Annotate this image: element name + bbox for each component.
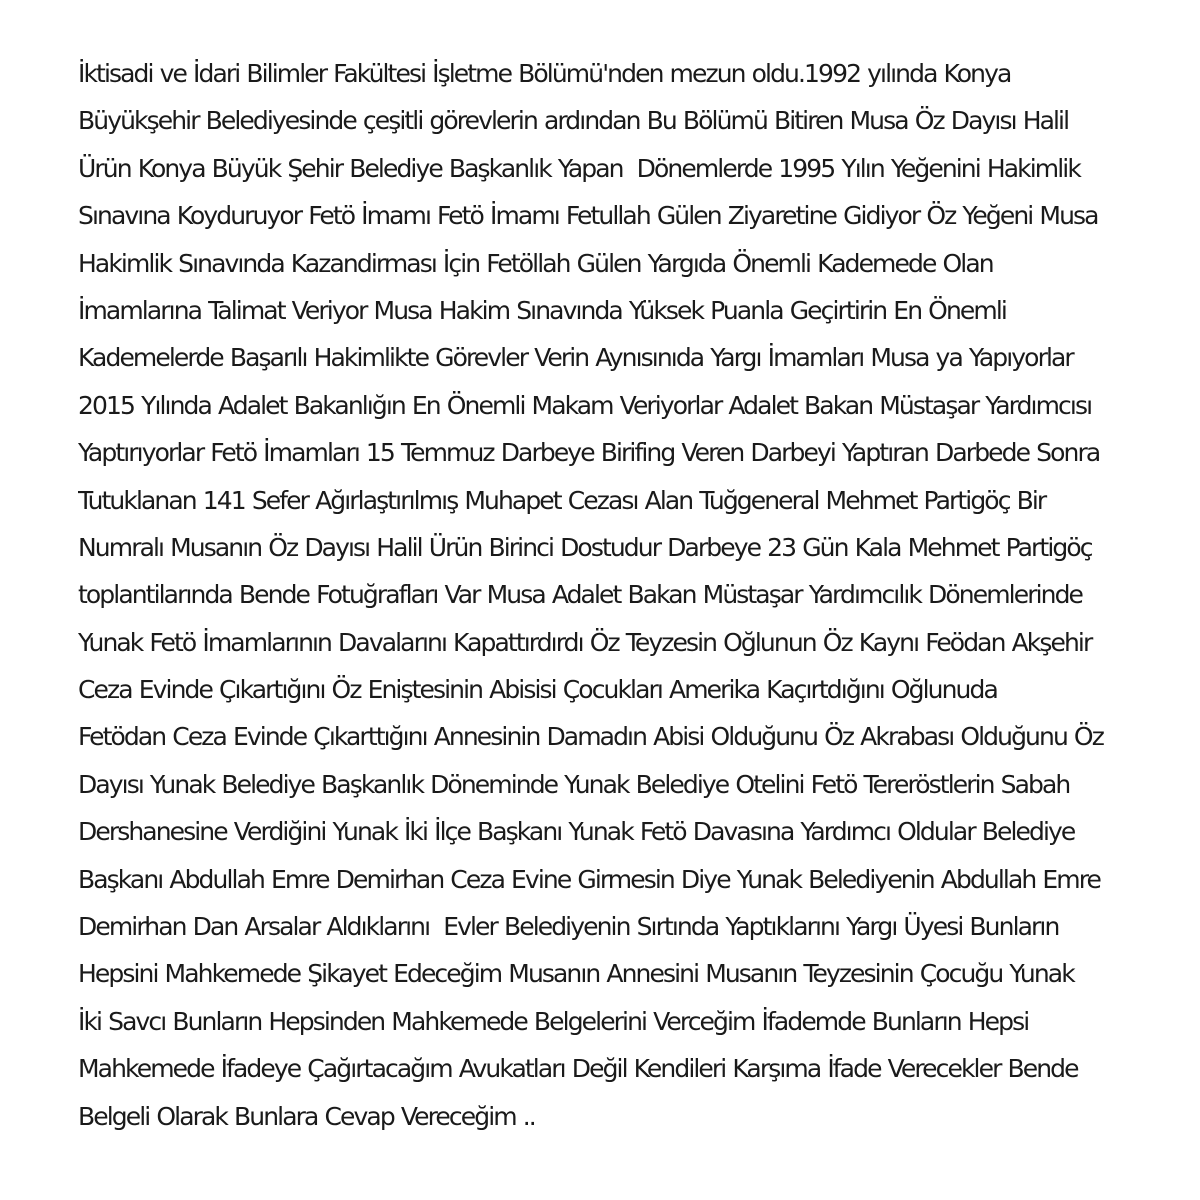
- text-line-9: Yaptırıyorlar Fetö İmamları 15 Temmuz Darbeye Birifing Veren Darbeyi Yaptıran Darbede Sonra: [78, 438, 1100, 468]
- text-line-19: Demirhan Dan Arsalar Aldıklarını Evler Belediyenin Sırtında Yaptıklarını Yargı Üyesi Bunların: [78, 912, 1059, 942]
- text-line-16: Dayısı Yunak Belediye Başkanlık Döneminde Yunak Belediye Otelini Fetö Tereröstlerin Sabah: [78, 769, 1070, 799]
- text-line-6: İmamlarına Talimat Veriyor Musa Hakim Sınavında Yüksek Puanla Geçirtirin En Önemli: [78, 295, 1006, 325]
- text-line-4: Sınavına Koyduruyor Fetö İmamı Fetö İmamı Fetullah Gülen Ziyaretine Gidiyor Öz Yeğeni Musa: [78, 201, 1098, 231]
- text-line-13: Yunak Fetö İmamlarının Davalarını Kapattırdırdı Öz Teyzesin Oğlunun Öz Kaynı Feödan Akşehir: [78, 627, 1092, 657]
- text-line-3: Ürün Konya Büyük Şehir Belediye Başkanlık Yapan Dönemlerde 1995 Yılın Yeğenini Hakimlik: [78, 153, 1080, 183]
- text-line-12: toplantilarında Bende Fotuğrafları Var Musa Adalet Bakan Müstaşar Yardımcılık Dönemlerinde: [78, 580, 1083, 610]
- text-line-1: İktisadi ve İdari Bilimler Fakültesi İşletme Bölümü'nden mezun oldu.1992 yılında Konya: [78, 59, 1011, 88]
- text-line-18: Başkanı Abdullah Emre Demirhan Ceza Evine Girmesin Diye Yunak Belediyenin Abdullah Emre: [78, 864, 1101, 894]
- text-line-10: Tutuklanan 141 Sefer Ağırlaştırılmış Muhapet Cezası Alan Tuğgeneral Mehmet Partigöç Bir: [78, 485, 1046, 515]
- text-line-20: Hepsini Mahkemede Şikayet Edeceğim Musanın Annesini Musanın Teyzesinin Çocuğu Yunak: [78, 959, 1074, 989]
- text-line-7: Kademelerde Başarılı Hakimlikte Görevler Verin Aynısınıda Yargı İmamları Musa ya Yapıyorlar: [78, 343, 1073, 373]
- text-line-22: Mahkemede İfadeye Çağırtacağım Avukatları Değil Kendileri Karşıma İfade Verecekler Bende: [78, 1054, 1078, 1084]
- text-line-17: Dershanesine Verdiğini Yunak İki İlçe Başkanı Yunak Fetö Davasına Yardımcı Oldular Belediye: [78, 817, 1075, 847]
- body-text: [78, 50, 1188, 1140]
- text-line-14: Ceza Evinde Çıkartığını Öz Eniştesinin Abisisi Çocukları Amerika Kaçırtdığını Oğlunuda: [78, 675, 997, 705]
- text-line-2: Büyükşehir Belediyesinde çeşitli görevlerin ardından Bu Bölümü Bitiren Musa Öz Dayısı Halil: [78, 106, 1069, 136]
- text-line-21: İki Savcı Bunların Hepsinden Mahkemede Belgelerini Verceğim İfademde Bunların Hepsi: [78, 1006, 1029, 1036]
- text-line-23: Belgeli Olarak Bunlara Cevap Vereceğim ..: [78, 1101, 535, 1131]
- text-line-8: 2015 Yılında Adalet Bakanlığın En Önemli Makam Veriyorlar Adalet Bakan Müstaşar Yardımcısı: [78, 390, 1092, 420]
- text-line-5: Hakimlik Sınavında Kazandirması İçin Fetöllah Gülen Yargıda Önemli Kademede Olan: [78, 248, 993, 278]
- text-line-15: Fetödan Ceza Evinde Çıkarttığını Annesinin Damadın Abisi Olduğunu Öz Akrabası Olduğunu Öz: [78, 722, 1103, 752]
- text-line-11: Numralı Musanın Öz Dayısı Halil Ürün Birinci Dostudur Darbeye 23 Gün Kala Mehmet Partigöç: [78, 532, 1092, 562]
